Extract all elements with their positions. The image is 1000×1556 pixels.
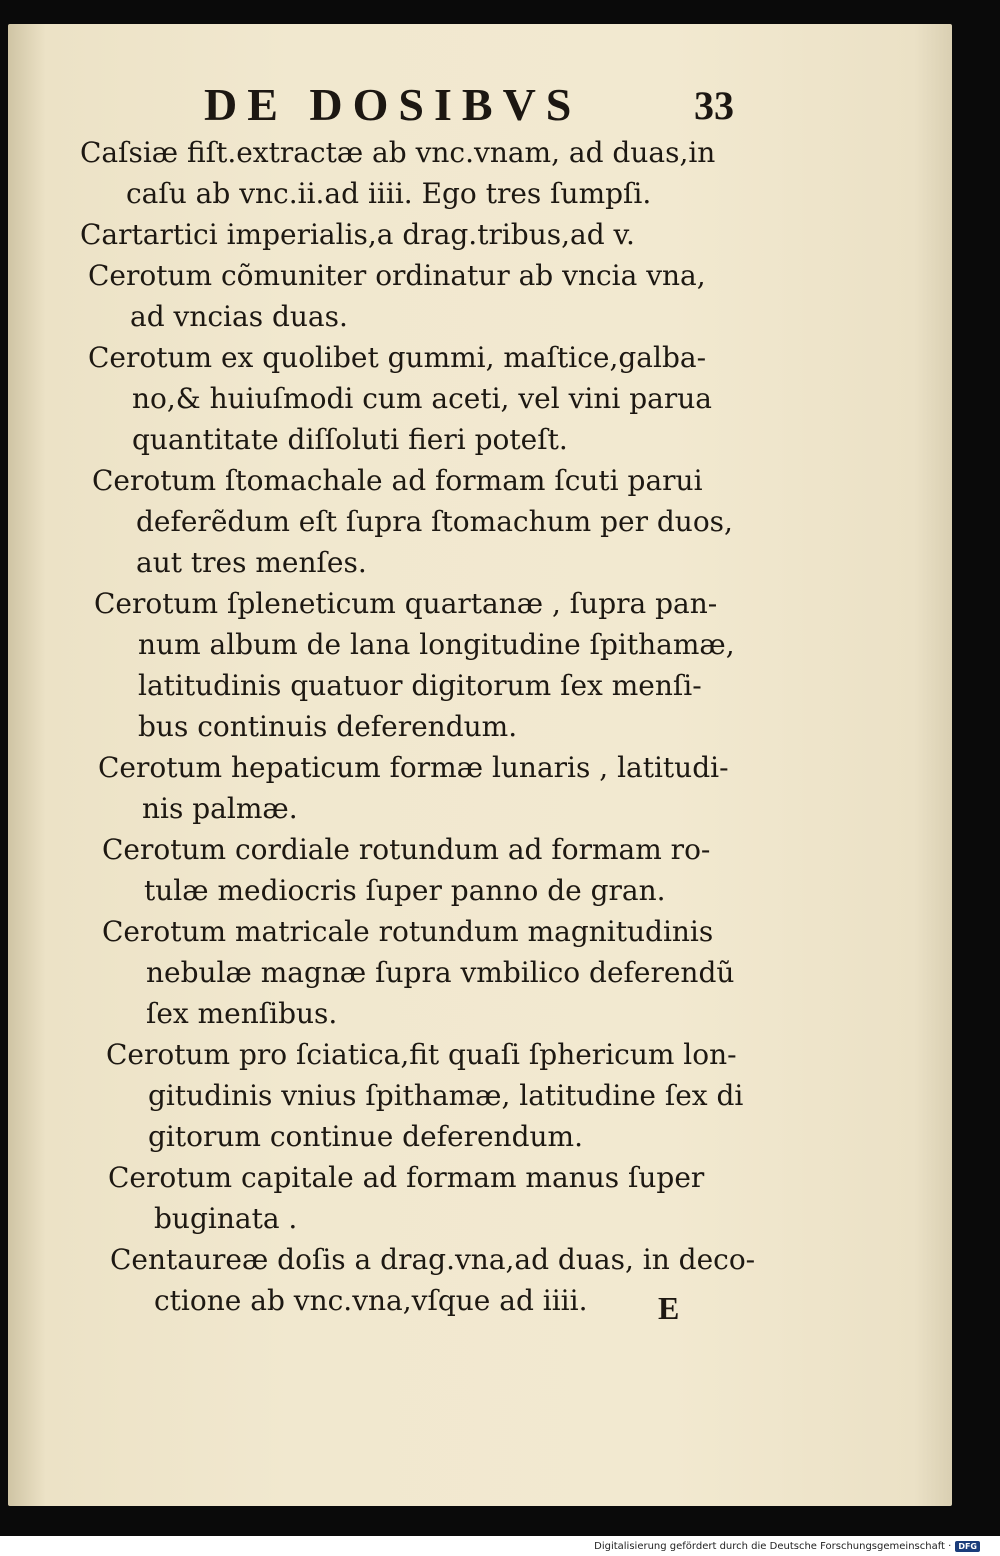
signature-mark: E bbox=[658, 1290, 680, 1326]
entry-continuation-line: bus continuis deferendum. bbox=[138, 710, 518, 743]
entry-continuation-line: caſu ab vnc.ii.ad iiii. Ego tres ſumpſi. bbox=[126, 177, 652, 210]
entry bbox=[8, 460, 952, 583]
page-header bbox=[8, 76, 952, 136]
entry-continuation-line: ad vncias duas. bbox=[130, 300, 348, 333]
running-head: DE DOSIBVS bbox=[204, 79, 582, 130]
entry bbox=[8, 337, 952, 460]
entry-continuation-line: quantitate diſſoluti fieri poteſt. bbox=[132, 423, 568, 456]
entry-continuation-line: ctione ab vnc.vna,vſque ad iiii. bbox=[154, 1284, 588, 1317]
entry-continuation-line: gitudinis vnius ſpithamæ, latitudine ſex di bbox=[148, 1079, 744, 1112]
entry bbox=[8, 583, 952, 747]
entry-continuation-line: ſex menſibus. bbox=[146, 997, 338, 1030]
entry bbox=[8, 747, 952, 829]
entry-continuation-line: latitudinis quatuor digitorum ſex menſi- bbox=[138, 669, 702, 702]
entry-continuation-line: nebulæ magnæ ſupra vmbilico deferendũ bbox=[146, 956, 735, 989]
entry-continuation-line: tulæ mediocris ſuper panno de gran. bbox=[144, 874, 666, 907]
entry-continuation-line: gitorum continue deferendum. bbox=[148, 1120, 583, 1153]
entry bbox=[8, 1034, 952, 1157]
credit-text: Digitalisierung gefördert durch die Deutsche Forschungsgemeinschaft · bbox=[594, 1541, 952, 1552]
entry-first-line: Cartartici imperialis,a drag.tribus,ad v. bbox=[80, 218, 635, 251]
entry-first-line: Cerotum ſpleneticum quartanæ , ſupra pan- bbox=[94, 587, 718, 620]
book-page bbox=[8, 24, 952, 1506]
dfg-logo-icon: DFG bbox=[955, 1541, 980, 1552]
entry-first-line: Cerotum cordiale rotundum ad formam ro- bbox=[102, 833, 711, 866]
entry-continuation-line: no,& huiuſmodi cum aceti, vel vini parua bbox=[132, 382, 712, 415]
entry-continuation-line: deferẽdum eſt ſupra ſtomachum per duos, bbox=[136, 505, 733, 538]
page-number: 33 bbox=[694, 83, 734, 128]
entry-continuation-line: aut tres menſes. bbox=[136, 546, 367, 579]
entry bbox=[8, 214, 952, 255]
entry bbox=[8, 1157, 952, 1239]
entry bbox=[8, 911, 952, 1034]
entry-first-line: Cerotum hepaticum formæ lunaris , latitudi- bbox=[98, 751, 729, 784]
entry-first-line: Cerotum ſtomachale ad formam ſcuti parui bbox=[92, 464, 703, 497]
entry-first-line: Caſsiæ fiſt.extractæ ab vnc.vnam, ad duas,in bbox=[80, 136, 716, 169]
entry bbox=[8, 132, 952, 214]
entry-list bbox=[8, 132, 952, 1321]
entry-first-line: Centaureæ doſis a drag.vna,ad duas, in deco- bbox=[110, 1243, 756, 1276]
entry-continuation-line: num album de lana longitudine ſpithamæ, bbox=[138, 628, 735, 661]
entry-continuation-line: nis palmæ. bbox=[142, 792, 298, 825]
entry bbox=[8, 1239, 952, 1321]
entry-first-line: Cerotum pro ſciatica,fit quaſi ſphericum lon- bbox=[106, 1038, 737, 1071]
entry bbox=[8, 255, 952, 337]
digitization-credit bbox=[594, 1541, 980, 1552]
entry-first-line: Cerotum cõmuniter ordinatur ab vncia vna, bbox=[88, 259, 706, 292]
entry-first-line: Cerotum capitale ad formam manus ſuper bbox=[108, 1161, 705, 1194]
entry-continuation-line: buginata . bbox=[154, 1202, 298, 1235]
entry bbox=[8, 829, 952, 911]
entry-first-line: Cerotum matricale rotundum magnitudinis bbox=[102, 915, 714, 948]
entry-first-line: Cerotum ex quolibet gummi, maſtice,galba- bbox=[88, 341, 707, 374]
